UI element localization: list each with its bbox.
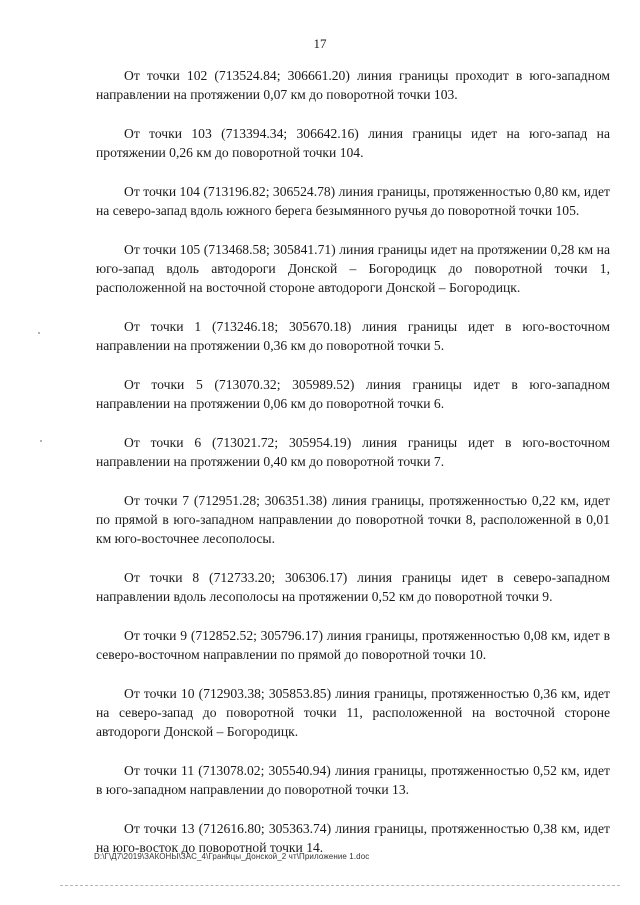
paragraph-point-103: От точки 103 (713394.34; 306642.16) линия границы идет на юго-запад на протяжении 0,26 км до поворотной точки 104. (96, 126, 610, 160)
paragraph-point-1: От точки 1 (713246.18; 305670.18) линия границы идет в юго-восточном направлении на протяжении 0,36 км до поворотной точки 5. (96, 319, 610, 353)
paragraph-point-8: От точки 8 (712733.20; 306306.17) линия границы идет в северо-западном направлении вдоль лесополосы на протяжении 0,52 км до поворотной точки 9. (96, 570, 610, 604)
scan-speck (38, 332, 40, 334)
paragraph-point-13: От точки 13 (712616.80; 305363.74) линия границы, протяженностью 0,38 км, идет на юго-восток до поворотной точки 14. (96, 821, 610, 855)
paragraph-point-102: От точки 102 (713524.84; 306661.20) линия границы проходит в юго-западном направлении на протяжении 0,07 км до поворотной точки 103. (96, 68, 610, 102)
document-body (96, 66, 610, 857)
paragraph-point-7: От точки 7 (712951.28; 306351.38) линия границы, протяженностью 0,22 км, идет по прямой в юго-западном направлении до поворотной точки 8, расположенной в 0,01 км юго-восточнее лесополосы. (96, 493, 610, 546)
paragraph-point-10: От точки 10 (712903.38; 305853.85) линия границы, протяженностью 0,36 км, идет на северо-запад до поворотной точки 11, расположенной на восточной стороне автодороги Донской – Богородицк. (96, 686, 610, 739)
paragraph-point-105: От точки 105 (713468.58; 305841.71) линия границы идет на протяжении 0,28 км на юго-запад вдоль автодороги Донской – Богородицк до поворотной точки 1, расположенной на восточной стороне автодороги Донской – Богородицк. (96, 242, 610, 295)
scan-bottom-edge (60, 885, 620, 886)
page-number: 17 (313, 36, 327, 51)
paragraph-point-9: От точки 9 (712852.52; 305796.17) линия границы, протяженностью 0,08 км, идет в северо-восточном направлении по прямой до поворотной точки 10. (96, 628, 610, 662)
paragraph-point-11: От точки 11 (713078.02; 305540.94) линия границы, протяженностью 0,52 км, идет в юго-западном направлении до поворотной точки 13. (96, 763, 610, 797)
paragraph-point-6: От точки 6 (713021.72; 305954.19) линия границы идет в юго-восточном направлении на протяжении 0,40 км до поворотной точки 7. (96, 435, 610, 469)
paragraph-point-5: От точки 5 (713070.32; 305989.52) линия границы идет в юго-западном направлении на протяжении 0,06 км до поворотной точки 6. (96, 377, 610, 411)
scan-speck (40, 440, 42, 442)
file-path-footer: D:\Г\Д7\2019\ЗАКОНЫ\ЗАС_4\Границы_Донской_2 чт\Приложение 1.doc (94, 852, 370, 861)
paragraph-point-104: От точки 104 (713196.82; 306524.78) линия границы, протяженностью 0,80 км, идет на северо-запад вдоль южного берега безымянного ручья до поворотной точки 105. (96, 184, 610, 218)
